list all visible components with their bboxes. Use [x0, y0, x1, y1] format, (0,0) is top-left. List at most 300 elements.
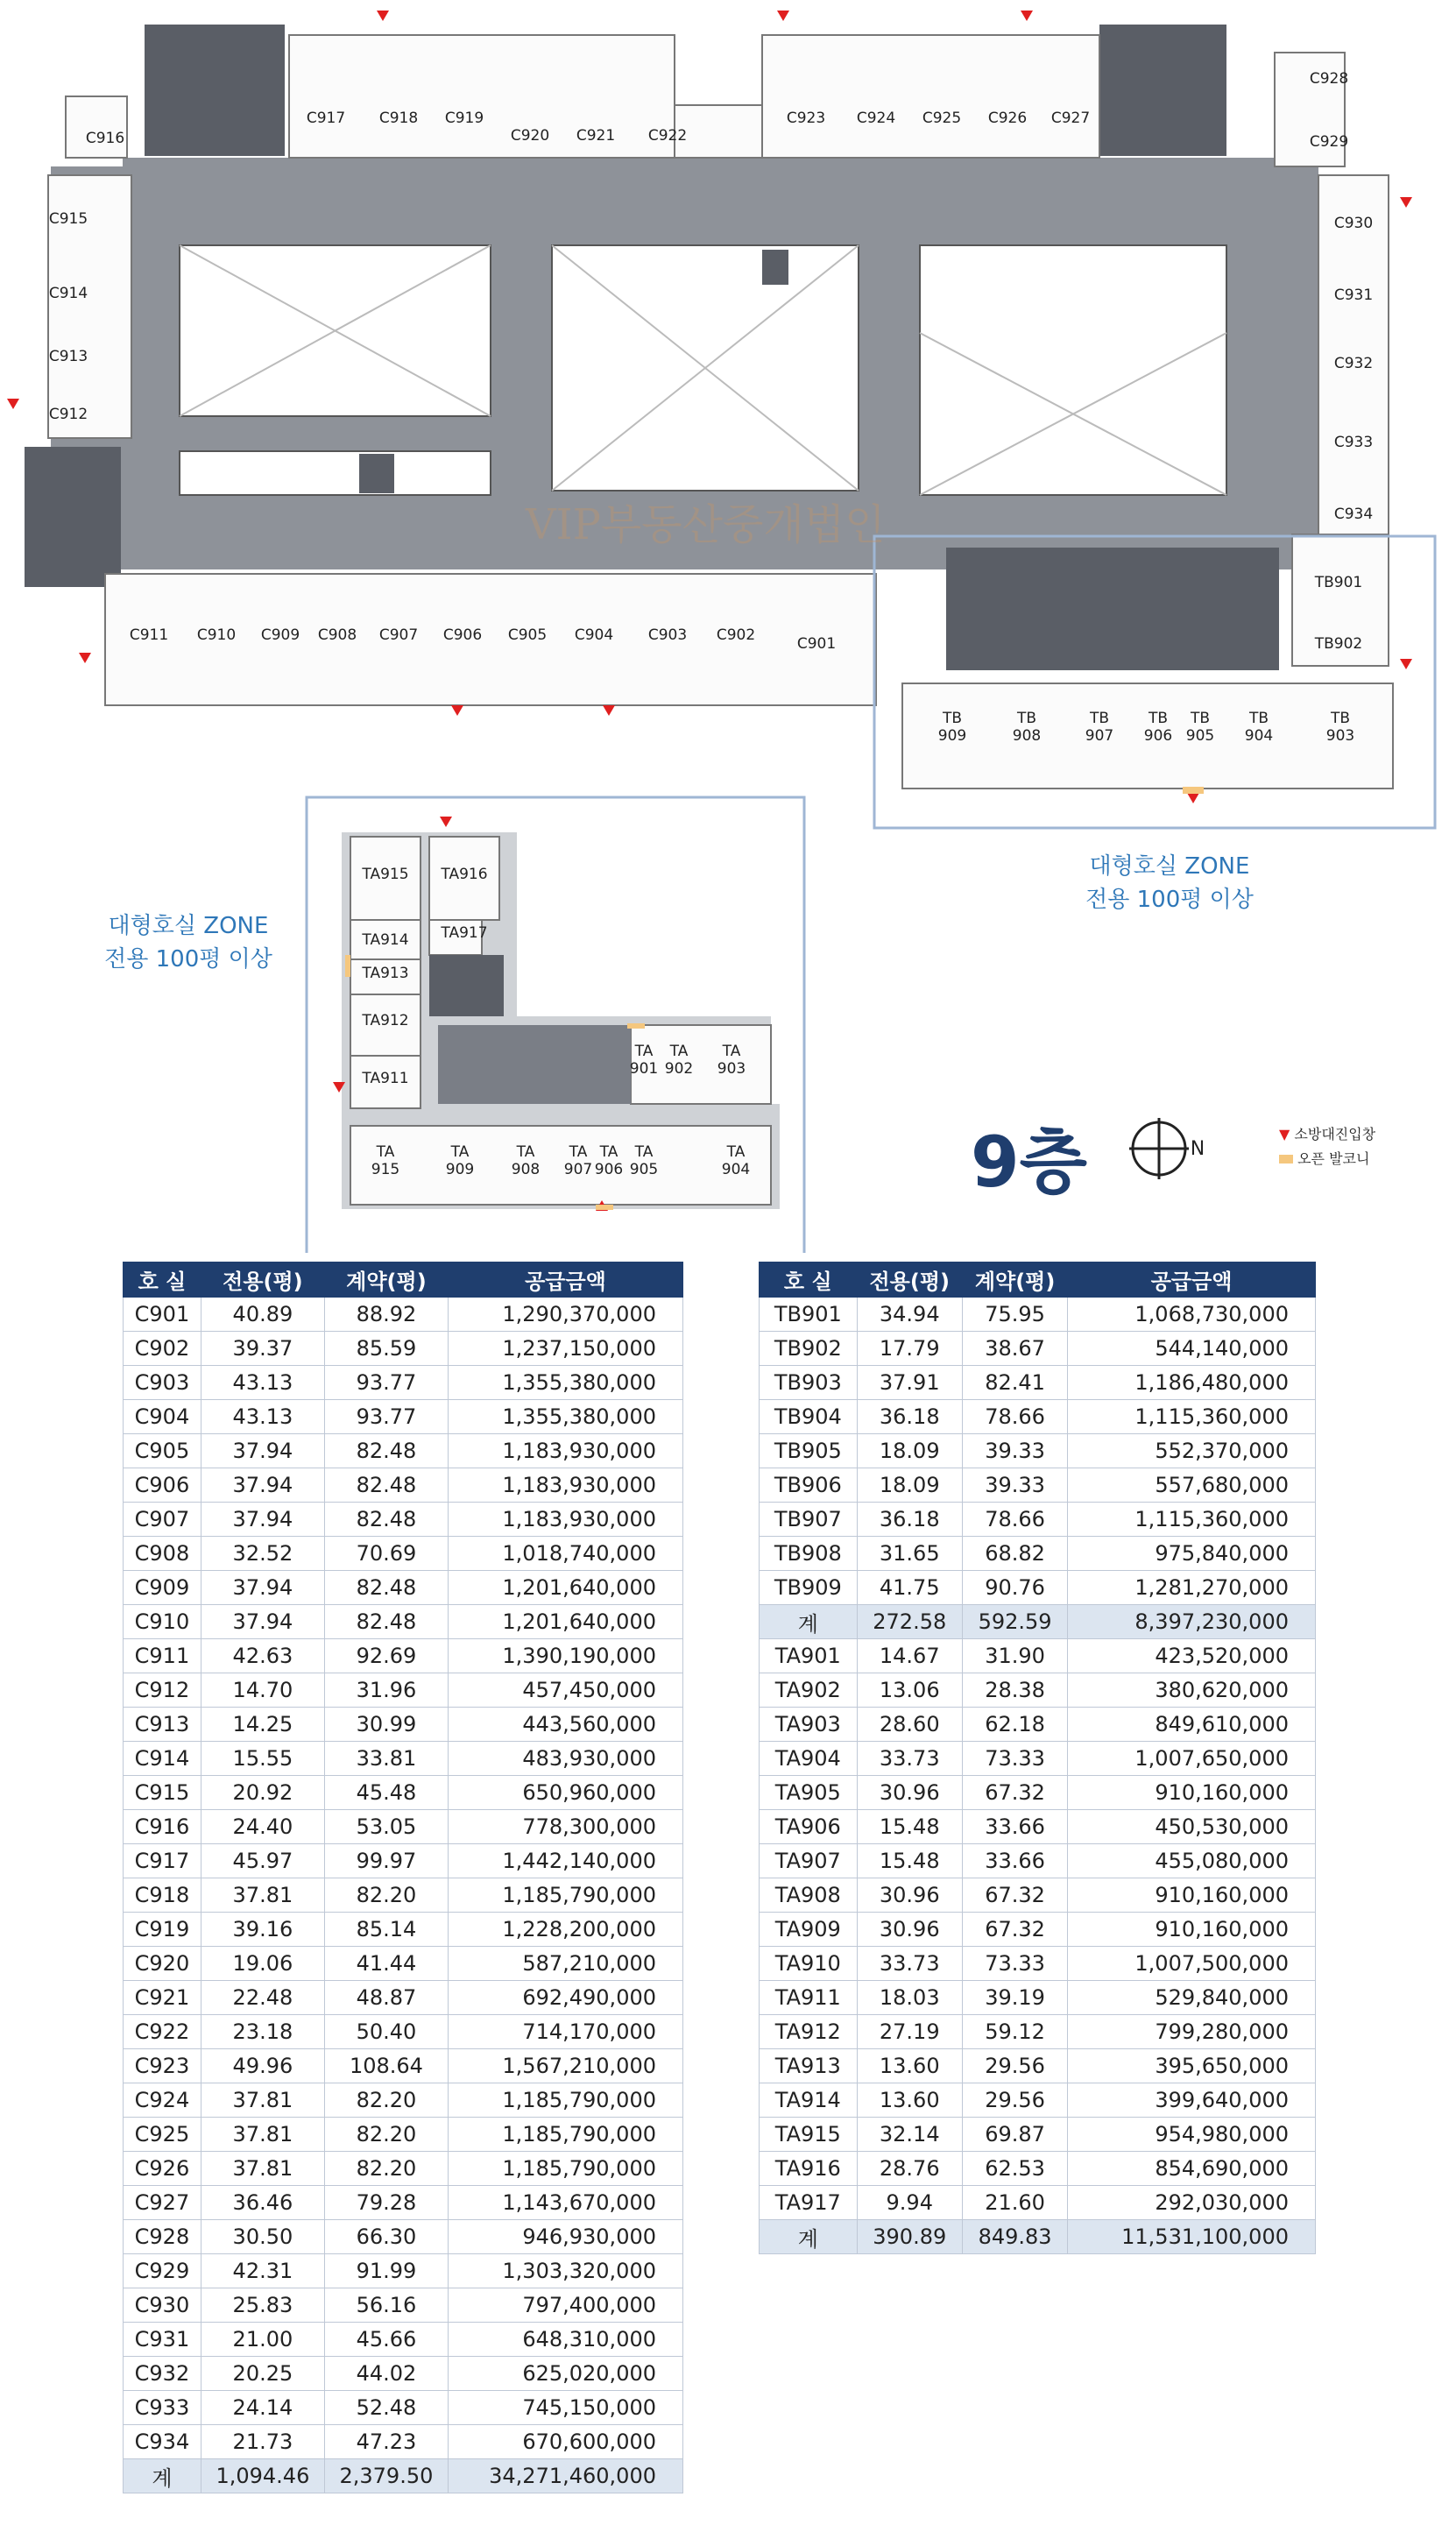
table-row [124, 2118, 683, 2152]
unit-label: C931 [1333, 286, 1374, 304]
cell-contract: 82.41 [962, 1366, 1067, 1400]
unit-label: TB [1089, 710, 1110, 727]
cell-contract: 67.32 [962, 1913, 1067, 1947]
table-row [760, 1878, 1316, 1913]
unit-label: C910 [196, 626, 237, 644]
table-row [760, 2049, 1316, 2083]
cell-price: 910,160,000 [1068, 1913, 1316, 1947]
table-row [124, 1844, 683, 1878]
unit-label: 907 [1085, 727, 1114, 745]
cell-price: 1,115,360,000 [1068, 1400, 1316, 1434]
cell-exclusive: 20.25 [201, 2357, 324, 2391]
zone-caption-right-line2: 전용 100평 이상 [1085, 887, 1254, 913]
cell-price: 1,201,640,000 [448, 1605, 682, 1639]
unit-label: C912 [48, 406, 88, 423]
unit-label: C915 [48, 210, 88, 228]
total-row [124, 2459, 683, 2493]
cell-price: 1,185,790,000 [448, 2118, 682, 2152]
cell-price: 1,143,670,000 [448, 2186, 682, 2220]
cell-unit: C931 [124, 2323, 201, 2357]
cell-price: 1,442,140,000 [448, 1844, 682, 1878]
cell-contract: 82.20 [324, 2083, 448, 2118]
unit-label: 908 [1012, 727, 1042, 745]
table-row [760, 1434, 1316, 1468]
unit-label: TA [726, 1143, 746, 1161]
cell-exclusive: 45.97 [201, 1844, 324, 1878]
unit-label: TA [569, 1143, 588, 1161]
unit-label: TA913 [362, 965, 409, 982]
cell-exclusive: 32.52 [201, 1537, 324, 1571]
cell-price: 648,310,000 [448, 2323, 682, 2357]
table-row [124, 1913, 683, 1947]
cell-price: 625,020,000 [448, 2357, 682, 2391]
unit-label: C924 [856, 110, 896, 127]
cell-unit: TA912 [760, 2015, 858, 2049]
cell-exclusive: 30.50 [201, 2220, 324, 2254]
cell-price: 1,185,790,000 [448, 1878, 682, 1913]
table-row [124, 1503, 683, 1537]
table-row [760, 1639, 1316, 1673]
unit-label: 902 [664, 1060, 694, 1078]
cell-exclusive: 22.48 [201, 1981, 324, 2015]
unit-label: C923 [786, 110, 826, 127]
cell-exclusive: 13.60 [857, 2049, 962, 2083]
cell-unit: C927 [124, 2186, 201, 2220]
header-exclusive: 전용(평) [201, 1262, 324, 1298]
table-row [124, 1947, 683, 1981]
table-row [760, 1776, 1316, 1810]
cell-unit: TA902 [760, 1673, 858, 1708]
cell-unit: C918 [124, 1878, 201, 1913]
unit-label: 906 [1143, 727, 1173, 745]
cell-price: 1,007,500,000 [1068, 1947, 1316, 1981]
unit-label: TB [1330, 710, 1351, 727]
unit-label: C922 [647, 127, 688, 145]
unit-label: TA915 [362, 866, 409, 883]
cell-exclusive: 37.91 [857, 1366, 962, 1400]
cell-contract: 69.87 [962, 2118, 1067, 2152]
unit-label: C914 [48, 285, 88, 302]
unit-label: TA [722, 1043, 741, 1060]
cell-unit: C923 [124, 2049, 201, 2083]
unit-label: TA [634, 1043, 654, 1060]
cell-contract: 53.05 [324, 1810, 448, 1844]
main-floor-plan [0, 0, 1456, 841]
cell-exclusive: 33.73 [857, 1947, 962, 1981]
unit-label: C917 [306, 110, 346, 127]
cell-exclusive: 31.65 [857, 1537, 962, 1571]
courtyards [180, 245, 1226, 495]
cell-price: 799,280,000 [1068, 2015, 1316, 2049]
cell-price: 443,560,000 [448, 1708, 682, 1742]
cell-exclusive: 39.16 [201, 1913, 324, 1947]
cell-unit: C910 [124, 1605, 201, 1639]
table-row [124, 1673, 683, 1708]
cell-exclusive: 24.40 [201, 1810, 324, 1844]
cell-contract: 70.69 [324, 1537, 448, 1571]
table-row [124, 1434, 683, 1468]
cell-price: 1,183,930,000 [448, 1468, 682, 1503]
unit-label: 915 [371, 1161, 400, 1178]
cell-exclusive: 37.94 [201, 1503, 324, 1537]
cell-price: 849,610,000 [1068, 1708, 1316, 1742]
unit-label: C930 [1333, 215, 1374, 232]
header-unit: 호 실 [124, 1262, 201, 1298]
cell-unit: TA904 [760, 1742, 858, 1776]
cell-contract: 33.66 [962, 1810, 1067, 1844]
cell-exclusive: 1,094.46 [201, 2459, 324, 2493]
cell-exclusive: 43.13 [201, 1366, 324, 1400]
cell-exclusive: 43.13 [201, 1400, 324, 1434]
open-balcony-marker [1183, 787, 1204, 794]
cell-unit: C934 [124, 2425, 201, 2459]
unit-label: TA [450, 1143, 470, 1161]
table-row [760, 2015, 1316, 2049]
unit-label: C921 [576, 127, 616, 145]
table-row [124, 2083, 683, 2118]
table-row [124, 1332, 683, 1366]
table-row [124, 1639, 683, 1673]
cell-exclusive: 39.37 [201, 1332, 324, 1366]
table-row [124, 2186, 683, 2220]
unit-label: C927 [1050, 110, 1091, 127]
unit-label: 909 [445, 1161, 475, 1178]
cell-contract: 82.48 [324, 1503, 448, 1537]
cell-unit: TA913 [760, 2049, 858, 2083]
table-row [760, 1298, 1316, 1332]
unit-label: C933 [1333, 434, 1374, 451]
cell-exclusive: 30.96 [857, 1913, 962, 1947]
cell-contract: 82.48 [324, 1605, 448, 1639]
unit-label: C908 [317, 626, 357, 644]
cell-contract: 30.99 [324, 1708, 448, 1742]
cell-unit: C915 [124, 1776, 201, 1810]
cell-unit: C933 [124, 2391, 201, 2425]
cell-unit: C903 [124, 1366, 201, 1400]
cell-contract: 47.23 [324, 2425, 448, 2459]
unit-label: C929 [1309, 133, 1349, 151]
table-row [760, 1366, 1316, 1400]
table-row [124, 1776, 683, 1810]
table-row [124, 2220, 683, 2254]
unit-label: TB902 [1314, 635, 1363, 653]
cell-price: 1,201,640,000 [448, 1571, 682, 1605]
cell-price: 797,400,000 [448, 2288, 682, 2323]
table-row [760, 2083, 1316, 2118]
cell-price: 395,650,000 [1068, 2049, 1316, 2083]
table-row [760, 1708, 1316, 1742]
cell-unit: TA903 [760, 1708, 858, 1742]
cell-unit: C904 [124, 1400, 201, 1434]
cell-unit: C916 [124, 1810, 201, 1844]
table-row [760, 1571, 1316, 1605]
cell-unit: C906 [124, 1468, 201, 1503]
table-row [760, 1468, 1316, 1503]
cell-contract: 21.60 [962, 2186, 1067, 2220]
cell-price: 1,390,190,000 [448, 1639, 682, 1673]
cell-price: 1,068,730,000 [1068, 1298, 1316, 1332]
unit-label: 906 [594, 1161, 624, 1178]
cell-exclusive: 37.94 [201, 1605, 324, 1639]
unit-label: C905 [507, 626, 548, 644]
unit-label: TB [1016, 710, 1037, 727]
cell-price: 292,030,000 [1068, 2186, 1316, 2220]
table-row [124, 1742, 683, 1776]
cell-unit: TB903 [760, 1366, 858, 1400]
table-row [760, 1742, 1316, 1776]
table-row [124, 1878, 683, 1913]
cell-price: 11,531,100,000 [1068, 2220, 1316, 2254]
cell-unit: TB901 [760, 1298, 858, 1332]
cell-contract: 108.64 [324, 2049, 448, 2083]
unit-label: TA [516, 1143, 535, 1161]
unit-label: TB901 [1314, 574, 1363, 591]
cell-contract: 39.19 [962, 1981, 1067, 2015]
unit-label: C928 [1309, 70, 1349, 88]
cell-contract: 91.99 [324, 2254, 448, 2288]
cell-price: 1,183,930,000 [448, 1434, 682, 1468]
cell-exclusive: 37.81 [201, 1878, 324, 1913]
header-contract: 계약(평) [962, 1262, 1067, 1298]
cell-contract: 68.82 [962, 1537, 1067, 1571]
unit-label: 907 [563, 1161, 593, 1178]
unit-label: TB [942, 710, 963, 727]
cell-price: 910,160,000 [1068, 1776, 1316, 1810]
cell-price: 552,370,000 [1068, 1434, 1316, 1468]
cell-unit: C901 [124, 1298, 201, 1332]
cell-price: 483,930,000 [448, 1742, 682, 1776]
cell-price: 910,160,000 [1068, 1878, 1316, 1913]
cell-contract: 31.90 [962, 1639, 1067, 1673]
table-header-row [760, 1262, 1316, 1298]
cell-contract: 44.02 [324, 2357, 448, 2391]
cell-exclusive: 18.09 [857, 1434, 962, 1468]
table-row [124, 2357, 683, 2391]
cell-exclusive: 37.81 [201, 2118, 324, 2152]
cell-contract: 82.20 [324, 2152, 448, 2186]
cell-contract: 99.97 [324, 1844, 448, 1878]
cell-exclusive: 37.94 [201, 1434, 324, 1468]
cell-unit: C921 [124, 1981, 201, 2015]
cell-contract: 592.59 [962, 1605, 1067, 1639]
cell-unit: TB905 [760, 1434, 858, 1468]
cell-price: 423,520,000 [1068, 1639, 1316, 1673]
unit-label: TA917 [441, 924, 488, 942]
cell-contract: 28.38 [962, 1673, 1067, 1708]
cell-unit: TA914 [760, 2083, 858, 2118]
cell-contract: 82.48 [324, 1434, 448, 1468]
cell-contract: 82.48 [324, 1571, 448, 1605]
cell-unit: TB909 [760, 1571, 858, 1605]
unit-label: C904 [574, 626, 614, 644]
cell-exclusive: 42.63 [201, 1639, 324, 1673]
table-row [760, 1537, 1316, 1571]
cell-exclusive: 27.19 [857, 2015, 962, 2049]
cell-unit: C928 [124, 2220, 201, 2254]
cell-contract: 79.28 [324, 2186, 448, 2220]
table-row [124, 1571, 683, 1605]
cell-price: 1,018,740,000 [448, 1537, 682, 1571]
table-row [124, 2425, 683, 2459]
table-row [124, 1708, 683, 1742]
fire-entry-icon: ▼ [1279, 1126, 1290, 1142]
cell-price: 34,271,460,000 [448, 2459, 682, 2493]
cell-contract: 50.40 [324, 2015, 448, 2049]
cell-contract: 93.77 [324, 1400, 448, 1434]
cell-exclusive: 37.94 [201, 1468, 324, 1503]
unit-label: C920 [510, 127, 550, 145]
cell-price: 954,980,000 [1068, 2118, 1316, 2152]
table-row [124, 1537, 683, 1571]
cell-unit: C905 [124, 1434, 201, 1468]
cell-unit: TA916 [760, 2152, 858, 2186]
unit-label: C925 [922, 110, 962, 127]
table-row [124, 1468, 683, 1503]
header-contract: 계약(평) [324, 1262, 448, 1298]
cell-unit: TB906 [760, 1468, 858, 1503]
unit-label: TB [1190, 710, 1211, 727]
cell-price: 670,600,000 [448, 2425, 682, 2459]
table-row [124, 2015, 683, 2049]
unit-label: TA916 [441, 866, 488, 883]
table-row [760, 1947, 1316, 1981]
table-row [124, 2152, 683, 2186]
cell-unit: TB902 [760, 1332, 858, 1366]
cell-unit: C908 [124, 1537, 201, 1571]
unit-label: 908 [511, 1161, 541, 1178]
cell-unit: C925 [124, 2118, 201, 2152]
cell-unit: 계 [124, 2459, 201, 2493]
table-row [124, 2049, 683, 2083]
cell-price: 1,237,150,000 [448, 1332, 682, 1366]
cell-unit: 계 [760, 1605, 858, 1639]
unit-label: C909 [260, 626, 300, 644]
cell-contract: 38.67 [962, 1332, 1067, 1366]
cell-contract: 73.33 [962, 1947, 1067, 1981]
cell-unit: TB908 [760, 1537, 858, 1571]
cell-price: 399,640,000 [1068, 2083, 1316, 2118]
cell-unit: C930 [124, 2288, 201, 2323]
cell-exclusive: 21.73 [201, 2425, 324, 2459]
zone-caption-left-line1: 대형호실 ZONE [108, 913, 269, 939]
unit-label: C916 [85, 130, 125, 147]
cell-exclusive: 13.06 [857, 1673, 962, 1708]
cell-exclusive: 37.81 [201, 2083, 324, 2118]
table-row [124, 1981, 683, 2015]
cell-exclusive: 9.94 [857, 2186, 962, 2220]
cell-unit: TA917 [760, 2186, 858, 2220]
cell-exclusive: 15.48 [857, 1810, 962, 1844]
cell-unit: C919 [124, 1913, 201, 1947]
cell-contract: 62.18 [962, 1708, 1067, 1742]
cell-price: 544,140,000 [1068, 1332, 1316, 1366]
cell-unit: C911 [124, 1639, 201, 1673]
cell-contract: 31.96 [324, 1673, 448, 1708]
unit-label: C919 [444, 110, 484, 127]
unit-label: TA914 [362, 931, 409, 949]
table-row [124, 1298, 683, 1332]
cell-contract: 41.44 [324, 1947, 448, 1981]
cell-price: 1,183,930,000 [448, 1503, 682, 1537]
legend-fire-entry [1279, 1123, 1375, 1143]
cell-contract: 59.12 [962, 2015, 1067, 2049]
cell-contract: 93.77 [324, 1366, 448, 1400]
cell-contract: 66.30 [324, 2220, 448, 2254]
cell-price: 1,115,360,000 [1068, 1503, 1316, 1537]
header-unit: 호 실 [760, 1262, 858, 1298]
cell-exclusive: 30.96 [857, 1878, 962, 1913]
cell-unit: C913 [124, 1708, 201, 1742]
cell-price: 1,185,790,000 [448, 2152, 682, 2186]
cell-exclusive: 24.14 [201, 2391, 324, 2425]
unit-label: C902 [716, 626, 756, 644]
cell-exclusive: 15.48 [857, 1844, 962, 1878]
unit-label: TA [669, 1043, 689, 1060]
cell-exclusive: 28.60 [857, 1708, 962, 1742]
unit-label: C907 [378, 626, 419, 644]
cell-contract: 29.56 [962, 2083, 1067, 2118]
cell-unit: C912 [124, 1673, 201, 1708]
floor-title: 9층 [971, 1121, 1087, 1203]
cell-price: 854,690,000 [1068, 2152, 1316, 2186]
cell-price: 1,355,380,000 [448, 1400, 682, 1434]
cell-exclusive: 21.00 [201, 2323, 324, 2357]
zone-caption-right [1051, 850, 1288, 916]
cell-exclusive: 34.94 [857, 1298, 962, 1332]
cell-unit: TA911 [760, 1981, 858, 2015]
cell-contract: 67.32 [962, 1776, 1067, 1810]
table-row [124, 1605, 683, 1639]
cell-price: 778,300,000 [448, 1810, 682, 1844]
table-row [760, 2118, 1316, 2152]
table-row [124, 2323, 683, 2357]
table-row [760, 1673, 1316, 1708]
cell-price: 1,007,650,000 [1068, 1742, 1316, 1776]
table-row [760, 2152, 1316, 2186]
cell-contract: 62.53 [962, 2152, 1067, 2186]
unit-label: 904 [721, 1161, 751, 1178]
cell-unit: TA905 [760, 1776, 858, 1810]
cell-price: 1,185,790,000 [448, 2083, 682, 2118]
cell-price: 714,170,000 [448, 2015, 682, 2049]
cell-contract: 88.92 [324, 1298, 448, 1332]
cell-exclusive: 15.55 [201, 1742, 324, 1776]
cell-contract: 92.69 [324, 1639, 448, 1673]
cell-exclusive: 37.94 [201, 1571, 324, 1605]
table-row [760, 1332, 1316, 1366]
cell-contract: 73.33 [962, 1742, 1067, 1776]
cell-price: 650,960,000 [448, 1776, 682, 1810]
watermark: VIP부동산중개법인 [526, 500, 886, 549]
unit-label: TA911 [362, 1070, 409, 1087]
cell-exclusive: 18.09 [857, 1468, 962, 1503]
unit-label: C903 [647, 626, 688, 644]
cell-unit: TB904 [760, 1400, 858, 1434]
cell-contract: 39.33 [962, 1468, 1067, 1503]
cell-price: 975,840,000 [1068, 1537, 1316, 1571]
unit-label: C913 [48, 348, 88, 365]
cell-price: 1,281,270,000 [1068, 1571, 1316, 1605]
cell-contract: 849.83 [962, 2220, 1067, 2254]
cell-contract: 52.48 [324, 2391, 448, 2425]
cell-exclusive: 36.18 [857, 1503, 962, 1537]
cell-unit: C907 [124, 1503, 201, 1537]
price-table-ta-tb [759, 1262, 1316, 2254]
unit-label: 909 [937, 727, 967, 745]
cell-price: 587,210,000 [448, 1947, 682, 1981]
table-row [124, 1366, 683, 1400]
table-row [760, 2186, 1316, 2220]
